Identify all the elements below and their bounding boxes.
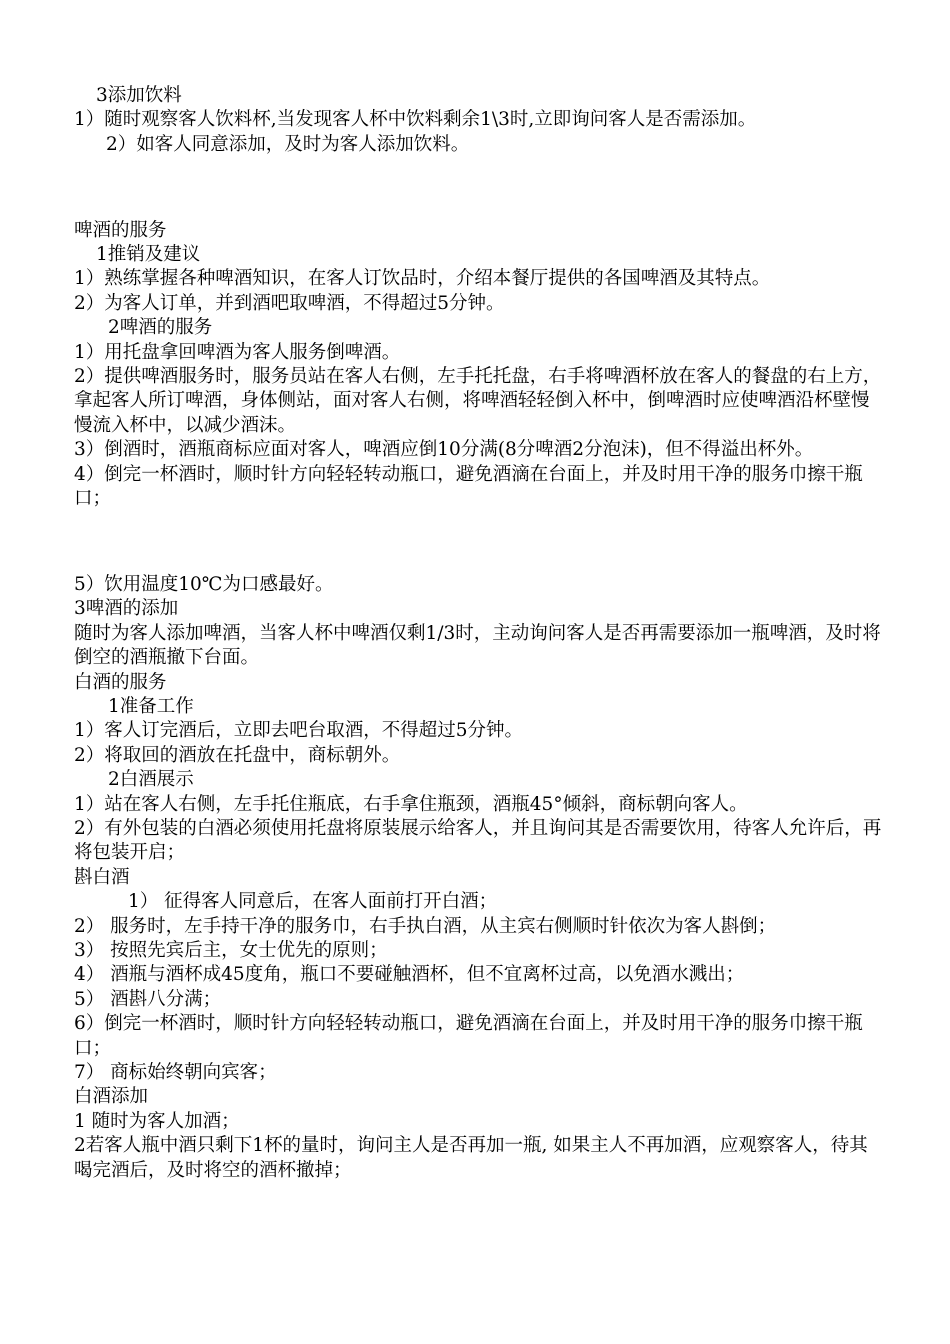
- paragraph: 2啤酒的服务: [108, 317, 213, 339]
- paragraph: 6）倒完一杯酒时，顺时针方向轻轻转动瓶口，避免酒滴在台面上，并及时用干净的服务巾擦干瓶口；: [74, 1013, 863, 1059]
- paragraph: 2）为客人订单，并到酒吧取啤酒，不得超过5分钟。: [74, 292, 505, 314]
- paragraph: 4）倒完一杯酒时，顺时针方向轻轻转动瓶口，避免酒滴在台面上，并及时用干净的服务巾擦干瓶口；: [74, 463, 863, 510]
- paragraph: 1） 征得客人同意后，在客人面前打开白酒；: [128, 891, 498, 913]
- paragraph: 1推销及建议: [96, 244, 201, 266]
- paragraph: 啤酒的服务: [74, 219, 167, 241]
- blank-line: [74, 176, 886, 200]
- paragraph: 1 随时为客人加酒；: [74, 1110, 240, 1132]
- paragraph: 5）饮用温度10℃为口感最好。: [74, 573, 334, 595]
- paragraph: 3） 按照先宾后主，女士优先的原则；: [74, 939, 388, 961]
- paragraph: 3啤酒的添加: [74, 598, 179, 620]
- paragraph: 1准备工作: [108, 695, 194, 717]
- paragraph: 2若客人瓶中酒只剩下1杯的量时，询问主人是否再加一瓶, 如果主人不再加酒，应观察客人，待其喝完酒后，及时将空的酒杯撤掉；: [74, 1135, 868, 1181]
- paragraph: 4） 酒瓶与酒杯成45度角，瓶口不要碰触酒杯，但不宜离杯过高，以免酒水溅出；: [74, 964, 745, 986]
- paragraph: 7） 商标始终朝向宾客；: [74, 1062, 277, 1083]
- paragraph: 2白酒展示: [108, 769, 194, 791]
- paragraph: 1）用托盘拿回啤酒为客人服务倒啤酒。: [74, 341, 401, 363]
- paragraph: 2）有外包装的白酒必须使用托盘将原装展示给客人，并且询问其是否需要饮用，待客人允许后，再将包装开启；: [74, 817, 882, 864]
- paragraph: 1）客人订完酒后，立即去吧台取酒，不得超过5分钟。: [74, 720, 524, 742]
- paragraph: 3）倒酒时，酒瓶商标应面对客人，啤酒应倒10分满(8分啤酒2分泡沫)，但不得溢出杯外。: [74, 439, 814, 461]
- paragraph: 1）随时观察客人饮料杯,当发现客人杯中饮料剩余1\3时,立即询问客人是否需添加。: [74, 109, 757, 131]
- paragraph: 白酒的服务: [74, 671, 167, 693]
- paragraph: 斟白酒: [74, 866, 130, 888]
- paragraph: 1）熟练掌握各种啤酒知识，在客人订饮品时，介绍本餐厅提供的各国啤酒及其特点。: [74, 268, 771, 290]
- paragraph: 2）如客人同意添加，及时为客人添加饮料。: [106, 133, 470, 155]
- blank-line: [74, 530, 886, 554]
- document-body: [74, 84, 886, 1183]
- paragraph: 白酒添加: [74, 1086, 149, 1108]
- paragraph: 2）提供啤酒服务时，服务员站在客人右侧，左手托托盘，右手将啤酒杯放在客人的餐盘的右上方，拿起客人所订啤酒，身体侧站，面对客人右侧，将啤酒轻轻倒入杯中，倒啤酒时应使啤酒沿杯壁慢慢流入杯中，以减少酒沫。: [74, 366, 882, 436]
- paragraph: 3添加饮料: [96, 85, 182, 106]
- paragraph: 5） 酒斟八分满；: [74, 988, 222, 1010]
- paragraph: 2）将取回的酒放在托盘中，商标朝外。: [74, 744, 401, 766]
- paragraph: 随时为客人添加啤酒，当客人杯中啤酒仅剩1/3时，主动询问客人是否再需要添加一瓶啤酒，及时将倒空的酒瓶撤下台面。: [74, 622, 881, 669]
- paragraph: 2） 服务时，左手持干净的服务巾，右手执白酒，从主宾右侧顺时针依次为客人斟倒；: [74, 915, 777, 937]
- paragraph: 1）站在客人右侧，左手托住瓶底，右手拿住瓶颈，酒瓶45°倾斜，商标朝向客人。: [74, 793, 748, 815]
